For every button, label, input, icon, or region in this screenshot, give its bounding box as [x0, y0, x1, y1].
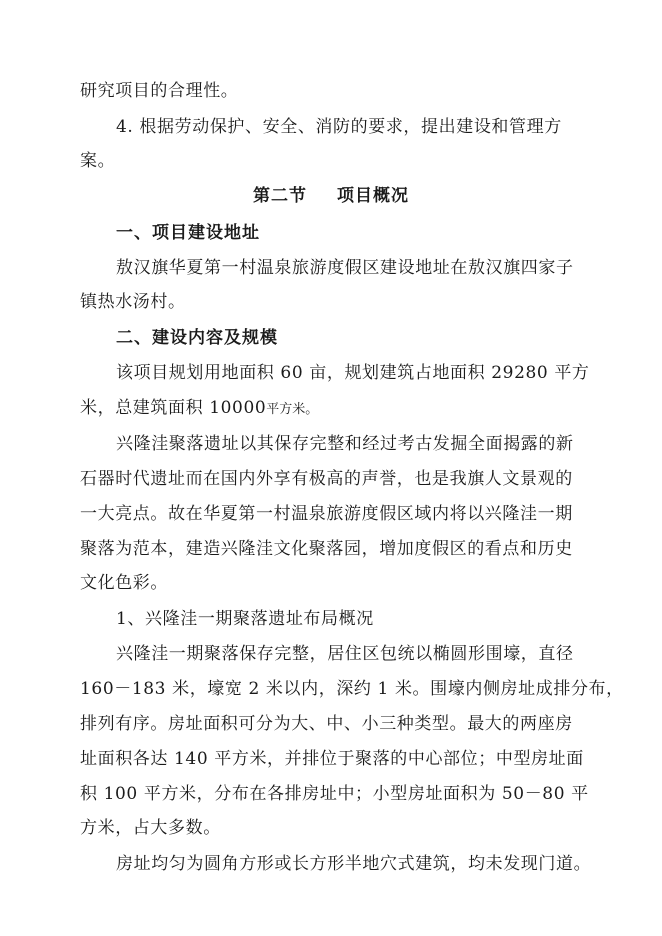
section-label: 第二节 [253, 186, 307, 206]
paragraph-line: 该项目规划用地面积 60 亩，规划建筑占地面积 29280 平方 [116, 363, 590, 383]
small-unit-text: 平方米。 [266, 402, 319, 417]
paragraph-line: 案。 [80, 151, 116, 171]
paragraph-line: 镇热水汤村。 [80, 292, 186, 312]
paragraph-line: 方米，占大多数。 [80, 818, 221, 838]
paragraph-line: 文化色彩。 [80, 573, 168, 593]
total-area-text: 米，总建筑面积 10000 [80, 398, 267, 418]
paragraph-line: 敖汉旗华夏第一村温泉旅游度假区建设地址在敖汉旗四家子 [116, 258, 574, 278]
paragraph-line: 研究项目的合理性。 [80, 81, 239, 101]
paragraph-line: 房址均匀为圆角方形或长方形半地穴式建筑，均未发现门道。 [116, 854, 592, 874]
paragraph-line: 积 100 平方米，分布在各排房址中；小型房址面积为 50－80 平 [80, 784, 589, 804]
section-name: 项目概况 [337, 186, 409, 206]
paragraph-line: 兴隆洼聚落遗址以其保存完整和经过考古发掘全面揭露的新 [116, 434, 574, 454]
section-title [0, 186, 662, 206]
subheading-construction-scale: 二、建设内容及规模 [116, 328, 278, 348]
list-item-line: 4. 根据劳动保护、安全、消防的要求，提出建设和管理方 [116, 117, 562, 137]
paragraph-line: 一大亮点。故在华夏第一村温泉旅游度假区域内将以兴隆洼一期 [80, 504, 573, 524]
paragraph-line: 排列有序。房址面积可分为大、中、小三种类型。最大的两座房 [80, 714, 573, 734]
paragraph-line: 160－183 米，壕宽 2 米以内，深约 1 米。围壕内侧房址成排分布， [80, 679, 624, 699]
subheading-project-address: 一、项目建设地址 [116, 223, 260, 243]
paragraph-line: 石器时代遗址而在国内外享有极高的声誉，也是我旗人文景观的 [80, 469, 573, 489]
paragraph-line: 聚落为范本，建造兴隆洼文化聚落园，增加度假区的看点和历史 [80, 539, 573, 559]
paragraph-line: 址面积各达 140 平方米，并排位于聚落的中心部位；中型房址面 [80, 749, 584, 769]
paragraph-line: 兴隆洼一期聚落保存完整，居住区包统以椭圆形围壕，直径 [116, 644, 574, 664]
paragraph-line [80, 398, 318, 420]
numbered-subsection-title: 1、兴隆洼一期聚落遗址布局概况 [116, 609, 374, 629]
